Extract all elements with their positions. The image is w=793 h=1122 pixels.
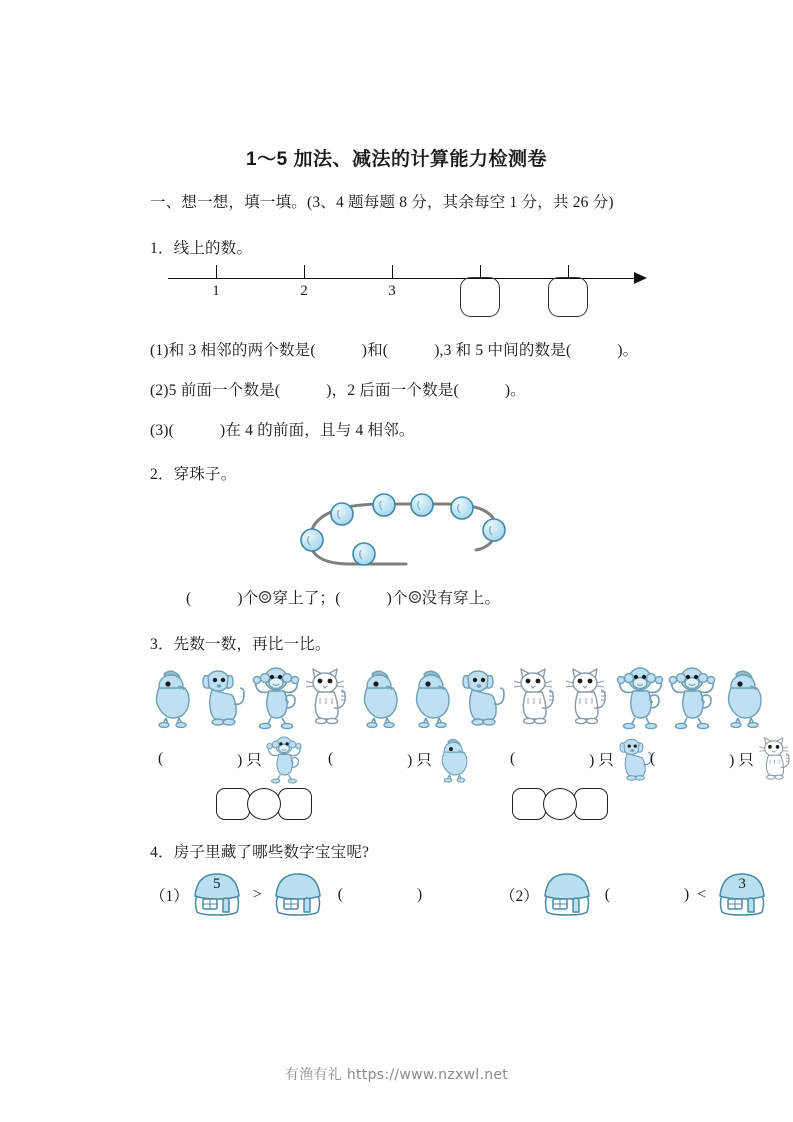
house-with-number (189, 866, 245, 923)
number-line-tick (216, 265, 217, 279)
q4-heading: 4．房子里藏了哪些数字宝宝呢? (150, 844, 370, 861)
animal-bird-icon (718, 664, 770, 730)
q4-operator-2: < (697, 885, 707, 903)
number-line-tick (392, 265, 393, 279)
q3-compare-group-1 (216, 788, 312, 820)
q3-count-open-4: ( (650, 750, 656, 767)
compare-box-square[interactable] (278, 788, 312, 820)
footer-watermark: 有渔有礼 https://www.nzxwl.net (284, 1067, 509, 1083)
q1-sub-2-mid1: )，2 后面一个数是( (326, 382, 459, 399)
bead-string-illustration (296, 492, 536, 572)
house-with-number (714, 866, 770, 923)
q3-count-close-2: ) 只 (407, 752, 432, 769)
q4-item-2-label: （2） (500, 887, 539, 905)
house-icon (270, 866, 326, 918)
q2-mid: 穿上了；( (272, 590, 341, 607)
q3-count-close-1: ) 只 (237, 752, 262, 769)
q2-open-1: ( (186, 590, 192, 607)
bead-string-svg (296, 492, 536, 572)
q1-sub-1-prefix: (1)和 3 相邻的两个数是( (150, 342, 316, 359)
section-one-heading: 一、想一想，填一填。(3、4 题每题 8 分，其余每空 1 分，共 26 分) (150, 194, 614, 211)
q3-count-open-1: ( (158, 750, 164, 767)
q2-heading: 2．穿珠子。 (150, 466, 237, 483)
q1-sub-3 (150, 418, 415, 440)
animal-monkey-icon (614, 664, 666, 730)
animal-monkey-icon (250, 664, 302, 730)
animal-bird-icon (354, 664, 406, 730)
q3-count-item-4 (650, 734, 793, 784)
q3-count-close-3: ) 只 (589, 752, 614, 769)
q1-sub-1-mid2: ),3 和 5 中间的数是( (434, 342, 572, 359)
animal-bird-icon (146, 664, 198, 730)
q4-blank-close-1: ) (416, 885, 423, 903)
number-line-tick (304, 265, 305, 279)
bead-icon (258, 590, 272, 609)
q3-count-item-3 (510, 734, 656, 784)
q2-close-1: )个 (237, 590, 259, 607)
q1-sub-1-suffix: )。 (617, 342, 639, 359)
q2-close-2: )个 (386, 590, 408, 607)
q3-count-item-2 (328, 734, 474, 784)
animal-cat-icon (562, 664, 614, 730)
number-line (168, 262, 668, 324)
compare-box-square[interactable] (574, 788, 608, 820)
animal-cat-icon (756, 734, 793, 784)
compare-box-square[interactable] (216, 788, 250, 820)
number-line-arrow-icon (634, 272, 647, 284)
q1-sub-3-suffix: )在 4 的前面，且与 4 相邻。 (220, 422, 415, 439)
q3-count-open-2: ( (328, 750, 334, 767)
q1-sub-2-prefix: (2)5 前面一个数是( (150, 382, 281, 399)
animal-dog-icon (198, 664, 250, 730)
number-line-label: 3 (388, 283, 396, 299)
q3-count-close-4: ) 只 (729, 752, 754, 769)
q2-answer-line (186, 586, 500, 609)
animals-row (146, 658, 766, 730)
q1-heading: 1．线上的数。 (150, 240, 253, 257)
q4-blank-open-1: ( (337, 885, 343, 903)
compare-box-circle[interactable] (543, 788, 577, 820)
q3-count-row (150, 734, 780, 790)
animal-bird-icon (434, 734, 474, 784)
animal-bird-icon (406, 664, 458, 730)
q4-blank-close-2: ) (683, 885, 690, 903)
house-icon (539, 866, 595, 918)
compare-box-circle[interactable] (247, 788, 281, 820)
q3-count-open-3: ( (510, 750, 516, 767)
bead-icon (408, 590, 422, 609)
q4-blank-open-2: ( (604, 885, 610, 903)
q1-sub-2-suffix: )。 (504, 382, 526, 399)
house-with-number[interactable] (539, 866, 595, 923)
q1-sub-2 (150, 378, 526, 400)
q4-operator-1: > (252, 885, 262, 903)
q4-item-1 (150, 866, 422, 923)
house-value: 5 (213, 876, 221, 892)
compare-box-square[interactable] (512, 788, 546, 820)
number-line-label: 2 (300, 283, 308, 299)
q2-suffix: 没有穿上。 (421, 590, 501, 607)
house-with-number[interactable] (270, 866, 326, 923)
q1-sub-3-prefix: (3)( (150, 422, 175, 439)
house-value: 3 (738, 876, 746, 892)
q4-item-2 (500, 866, 770, 923)
q4-item-1-label: （1） (150, 887, 189, 905)
q4-houses-row (150, 866, 790, 928)
q3-count-item-1 (158, 734, 304, 784)
animal-monkey-icon (666, 664, 718, 730)
number-line-label: 1 (212, 283, 220, 299)
animal-cat-icon (302, 664, 354, 730)
number-line-answer-box[interactable] (460, 277, 500, 317)
q3-compare-group-2 (512, 788, 608, 820)
animal-dog-icon (458, 664, 510, 730)
page-title: 1～5 加法、减法的计算能力检测卷 (246, 149, 547, 170)
q1-sub-1-mid1: )和( (361, 342, 389, 359)
q3-heading: 3．先数一数，再比一比。 (150, 636, 331, 653)
number-line-answer-box[interactable] (548, 277, 588, 317)
animal-cat-icon (510, 664, 562, 730)
q1-sub-1 (150, 338, 638, 360)
animal-monkey-icon (264, 734, 304, 784)
